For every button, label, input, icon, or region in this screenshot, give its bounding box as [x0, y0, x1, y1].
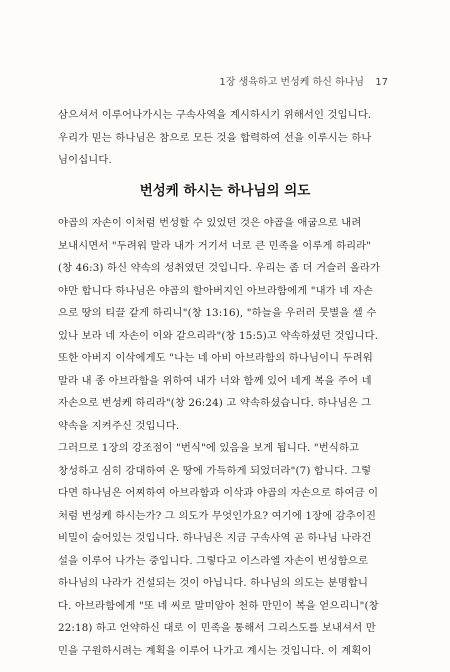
- text-line: 으로 땅의 티끌 같게 하리니"(창 13:16), "하늘을 우러러 뭇별을 셀 수: [58, 307, 377, 319]
- chapter-title: 1장 생육하고 번성케 하신 하나님: [219, 77, 365, 88]
- text-line: 말라 내 종 아브라함을 위하여 내가 너와 함께 있어 네게 복을 주어 네: [58, 374, 372, 387]
- text-line: 약속을 지켜주신 것입니다.: [58, 419, 180, 432]
- text-line: 22:18) 하고 언약하신 대로 이 민족을 통해서 그리스도를 보내셔서 만: [58, 622, 376, 634]
- text-line: (창 46:3) 하신 약속의 성취였던 것입니다. 우리는 좀 더 거슬러 올라가: [58, 262, 381, 274]
- text-line: 우리가 믿는 하나님은 참으로 모든 것을 합력하여 선을 이루시는 하나: [58, 131, 372, 144]
- text-line: 또한 아버지 이삭에게도 "나는 네 아비 아브라함의 하나님이니 두려워: [58, 352, 373, 364]
- text-line: 다면 하나님은 어찌하여 아브라함과 이삭과 야곱의 자손으로 하여금 이: [58, 487, 379, 499]
- text-line: 자손으로 번성케 하리라"(창 26:24) 고 약속하셨습니다. 하나님은 그: [58, 397, 372, 409]
- intro-paragraph: [58, 104, 392, 172]
- section-heading: 번성케 하시는 하나님의 의도: [139, 183, 311, 199]
- text-line: 창성하고 심히 강대하여 온 땅에 가득하게 되었더라"(7) 합니다. 그렇: [58, 464, 372, 477]
- text-line: 비밀이 숨어있는 것입니다. 하나님은 지금 구속사역 곧 하나님 나라건: [58, 532, 372, 544]
- running-header: [58, 73, 388, 88]
- text-line: 하나님의 나라가 건설되는 것이 아닙니다. 하나님의 의도는 분명합니: [58, 577, 369, 589]
- text-line: 처럼 번성케 하시는가? 그 의도가 무엇인가요? 여기에 1장에 감추이진: [58, 509, 377, 522]
- page-number: 17: [375, 77, 388, 88]
- text-line: 그러므로 1장의 강조점이 "번식"에 있음을 보게 됩니다. "번식하고: [58, 442, 360, 454]
- text-line: 야곱의 자손이 이처럼 번성할 수 있었던 것은 야곱을 애굽으로 내려: [58, 217, 362, 229]
- text-line: 삼으셔서 이루어나가시는 구속사역을 계시하시기 위해서인 것입니다.: [58, 109, 372, 121]
- text-line: 님이십니다.: [58, 154, 112, 166]
- text-line: 야만 합니다 하나님은 야곱의 할아버지인 아브라함에게 "내가 네 자손: [58, 284, 373, 297]
- text-line: 민을 구원하시려는 계획을 이루어 나가고 계시는 것입니다. 이 계획이: [58, 644, 372, 657]
- text-line: 있나 보라 네 자손이 이와 같으리라"(창 15:5)고 약속하셨던 것입니다.: [58, 329, 379, 342]
- text-line: 보내시면서 "두려워 말라 내가 거기서 너로 큰 민족을 이루게 하리라": [58, 239, 372, 252]
- text-line: 다. 아브라함에게 "또 네 씨로 말미암아 천하 만민이 복을 얻으리니"(창: [58, 599, 379, 612]
- section-body: [58, 212, 392, 662]
- text-line: 설을 이루어 나가는 중입니다. 그렇다고 이스라엘 자손이 번성함으로: [58, 554, 369, 567]
